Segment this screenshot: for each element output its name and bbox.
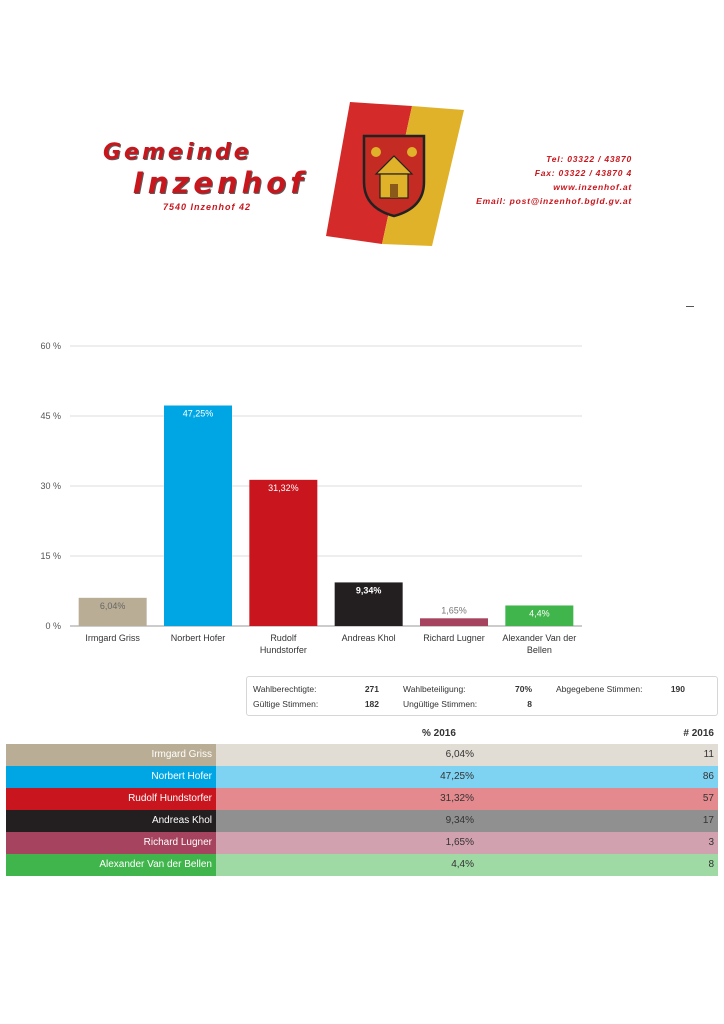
y-tick-label: 30 %	[40, 481, 61, 491]
invalid-votes-label: Ungültige Stimmen:	[403, 699, 478, 709]
y-tick-label: 45 %	[40, 411, 61, 421]
invalid-votes-value: 8	[527, 699, 532, 709]
y-tick-label: 0 %	[45, 621, 61, 631]
contact-block	[462, 152, 632, 208]
eligible-voters-label: Wahlberechtigte:	[253, 684, 317, 694]
municipality-address: 7540 Inzenhof 42	[163, 202, 252, 212]
bar	[420, 618, 488, 626]
row-percent: 6,04%	[445, 749, 474, 760]
table-row	[6, 766, 718, 788]
row-count: 8	[708, 859, 714, 870]
table-row	[6, 854, 718, 876]
house-door	[390, 184, 398, 198]
row-count: 17	[702, 815, 714, 826]
x-tick-label: Alexander Van der	[502, 633, 577, 643]
contact-web: www.inzenhof.at	[553, 182, 632, 192]
table-row	[6, 788, 718, 810]
y-tick-label: 60 %	[40, 341, 61, 351]
row-percent: 47,25%	[440, 771, 474, 782]
x-tick-label: Irmgard Griss	[85, 633, 140, 643]
letterhead	[0, 0, 724, 260]
x-tick-label: Hundstorfer	[259, 645, 307, 655]
row-percent: 1,65%	[445, 837, 474, 848]
y-tick-label: 15 %	[40, 551, 61, 561]
data-label: 9,34%	[355, 585, 382, 596]
turnout-value: 70%	[514, 684, 532, 694]
bar	[249, 480, 317, 626]
row-percent: 31,32%	[440, 793, 474, 804]
row-candidate-name: Irmgard Griss	[6, 744, 216, 766]
row-candidate-name: Andreas Khol	[6, 810, 216, 832]
column-header-count: # 2016	[683, 728, 714, 739]
table-header	[6, 724, 718, 744]
row-candidate-name: Alexander Van der Bellen	[6, 854, 216, 876]
contact-email: Email: post@inzenhof.bgld.gv.at	[476, 196, 632, 206]
row-percent: 9,34%	[445, 815, 474, 826]
grape-right-icon	[407, 147, 417, 157]
row-count: 57	[702, 793, 714, 804]
municipality-name-line1: Gemeinde	[103, 140, 252, 165]
contact-phone: Tel: 03322 / 43870	[546, 154, 632, 164]
data-label: 1,65%	[441, 605, 467, 616]
grape-left-icon	[371, 147, 381, 157]
data-label: 31,32%	[268, 482, 299, 493]
valid-votes-value: 182	[364, 699, 379, 709]
turnout-label: Wahlbeteiligung:	[403, 684, 466, 694]
data-label: 6,04%	[99, 600, 126, 611]
x-tick-label: Richard Lugner	[423, 633, 485, 643]
data-label: 4,4%	[529, 608, 550, 619]
bar	[164, 406, 232, 627]
coat-of-arms-logo	[320, 98, 468, 248]
x-tick-label: Andreas Khol	[341, 633, 396, 643]
table-row	[6, 744, 718, 766]
contact-fax: Fax: 03322 / 43870 4	[534, 168, 632, 178]
x-tick-label: Bellen	[526, 645, 552, 655]
municipality-name-line2: Inzenhof	[133, 166, 307, 200]
election-bar-chart	[30, 330, 600, 670]
eligible-voters-value: 271	[364, 684, 379, 694]
turnout-summary	[246, 676, 718, 716]
valid-votes-label: Gültige Stimmen:	[253, 699, 319, 709]
table-row	[6, 810, 718, 832]
column-header-percent: % 2016	[422, 728, 456, 739]
table-row	[6, 832, 718, 854]
cast-votes-label: Abgegebene Stimmen:	[556, 684, 643, 694]
row-percent: 4,4%	[451, 859, 474, 870]
row-count: 3	[708, 837, 714, 848]
row-count: 11	[703, 749, 714, 760]
row-candidate-name: Norbert Hofer	[6, 766, 216, 788]
chart-svg	[30, 330, 600, 670]
data-label: 47,25%	[182, 408, 214, 419]
row-candidate-name: Rudolf Hundstorfer	[6, 788, 216, 810]
x-tick-label: Norbert Hofer	[170, 633, 226, 643]
results-table	[6, 724, 718, 876]
row-candidate-name: Richard Lugner	[6, 832, 216, 854]
x-tick-label: Rudolf	[270, 633, 297, 643]
cast-votes-value: 190	[670, 684, 685, 694]
page-mark	[686, 306, 694, 307]
row-count: 86	[702, 771, 714, 782]
